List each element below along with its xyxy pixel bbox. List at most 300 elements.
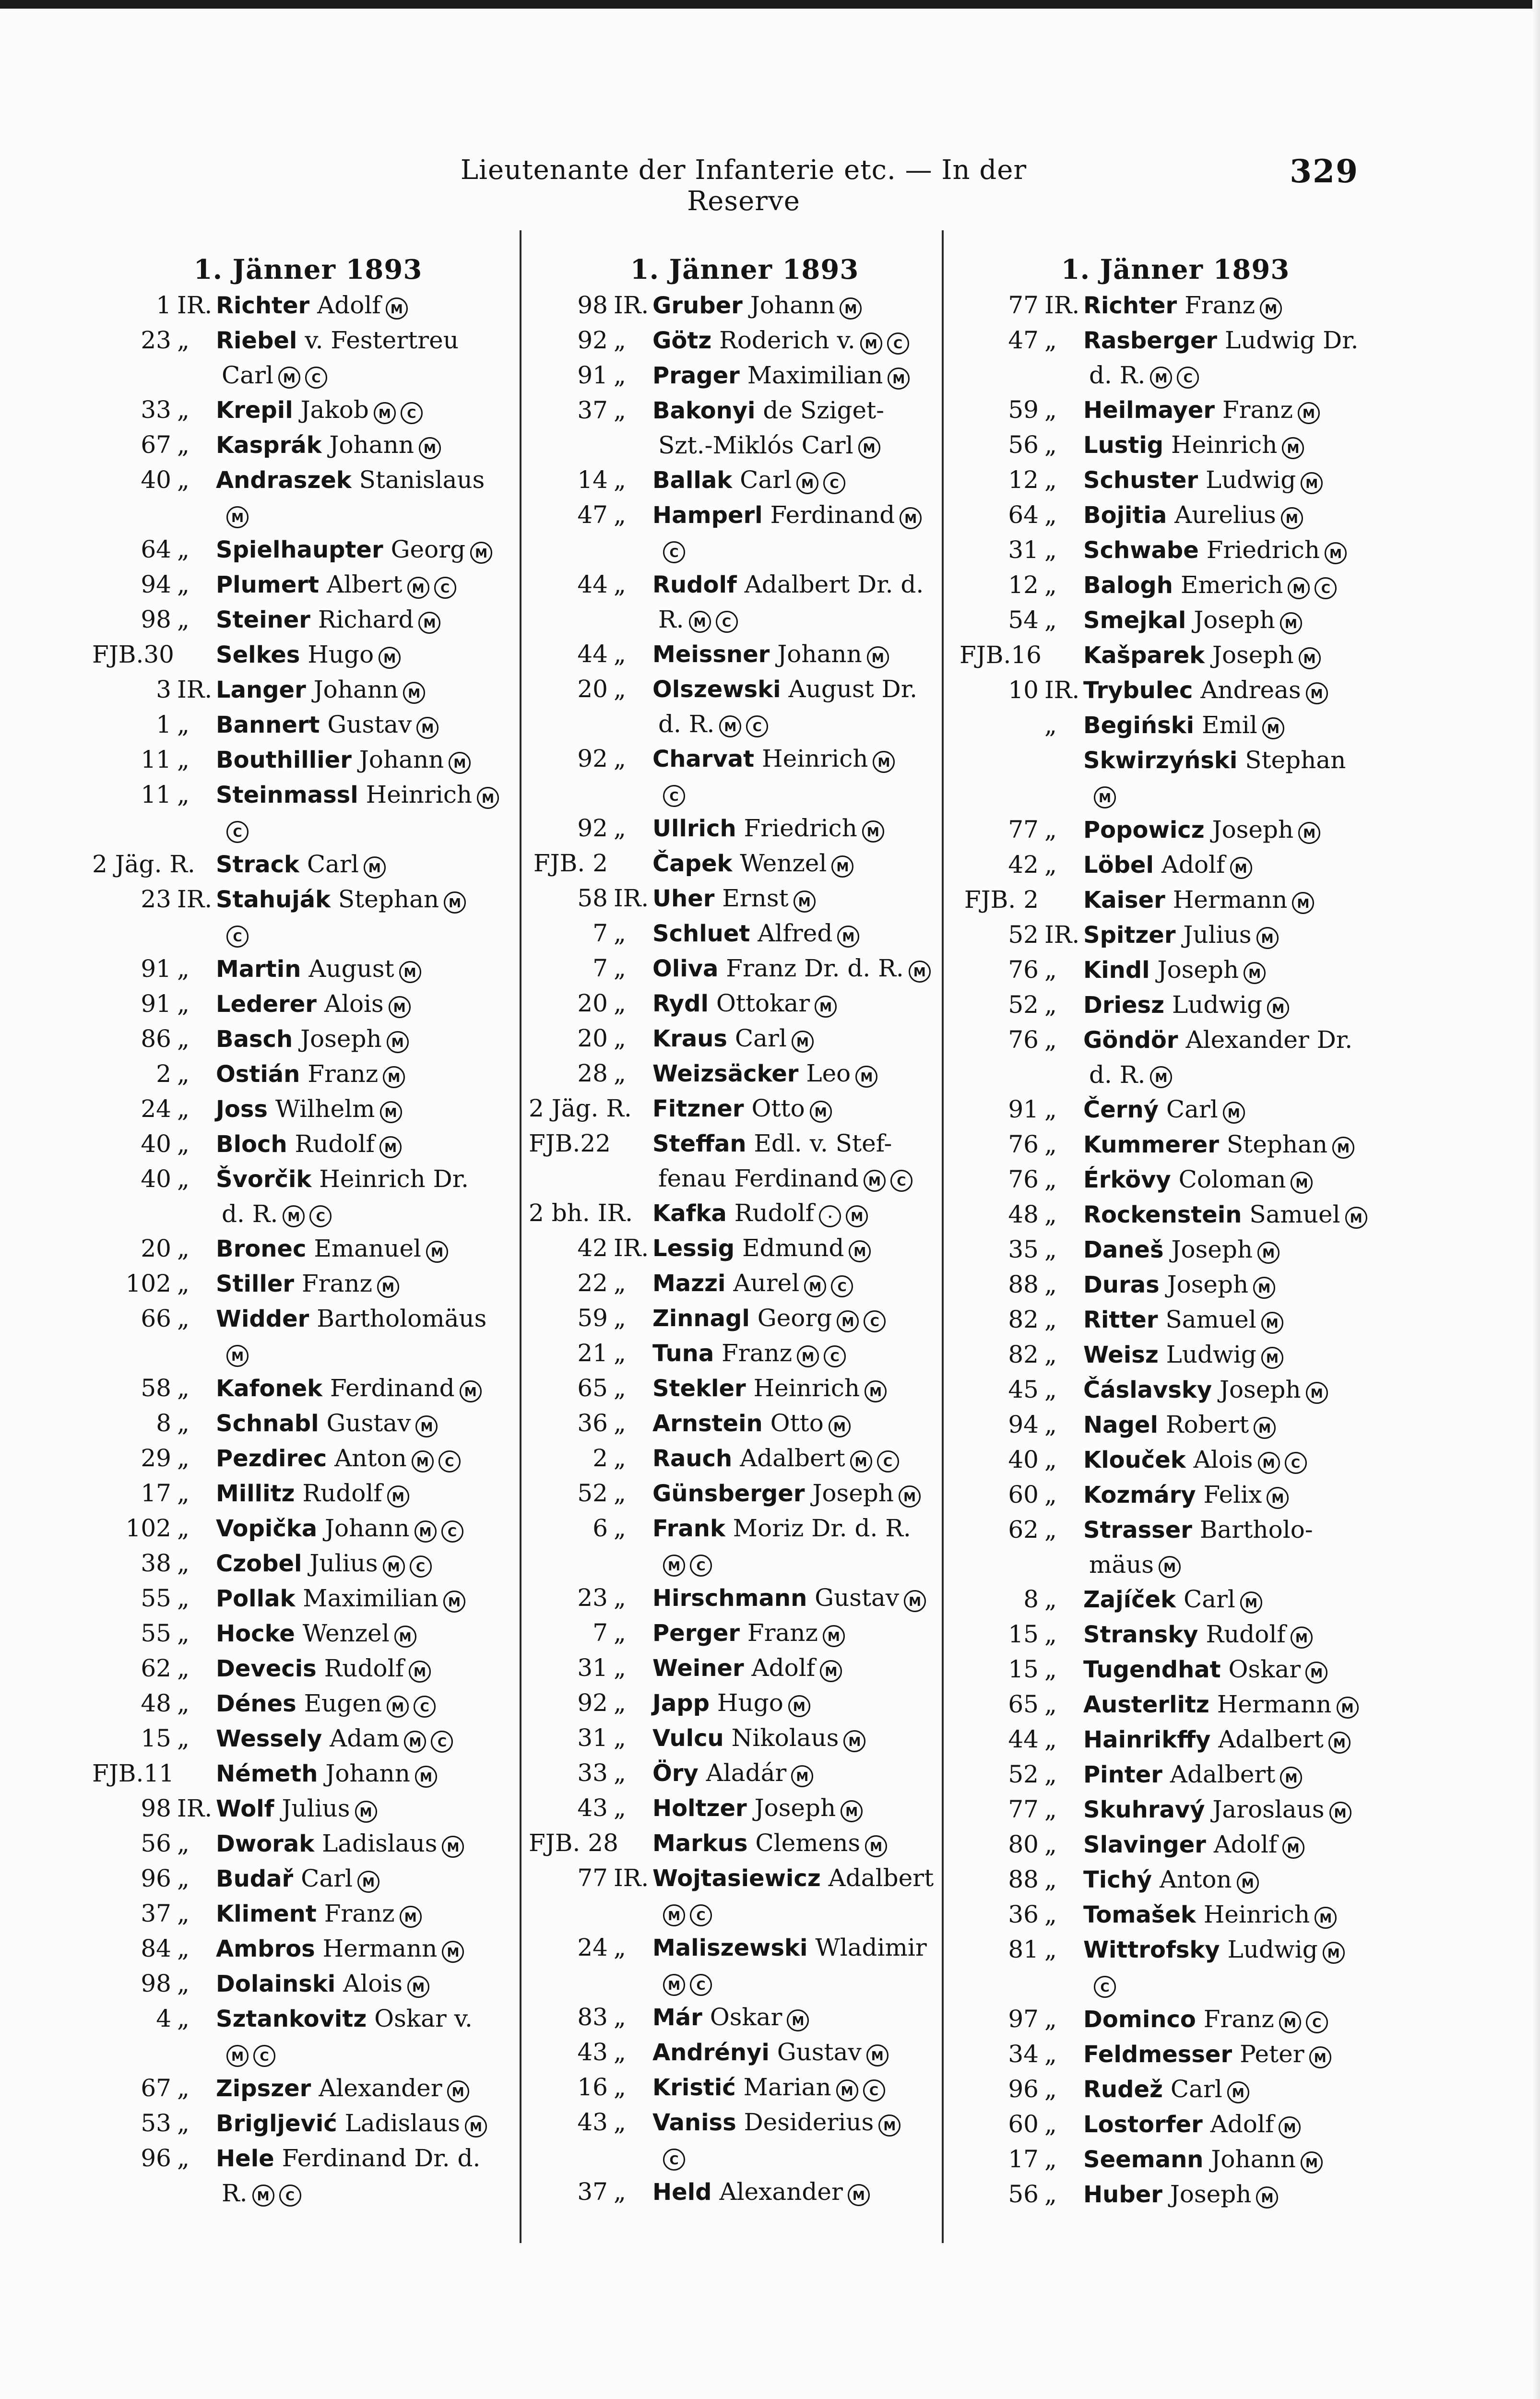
officer-name (1080, 1302, 1256, 1337)
unit-abbrev: „ (1044, 1446, 1057, 1473)
officer-name (1080, 882, 1287, 917)
medal-m-icon: M (426, 1241, 448, 1263)
regiment-number: 76 (1008, 1026, 1039, 1054)
regiment-number: 98 (141, 1970, 171, 1997)
officer-name (213, 2106, 460, 2141)
surname: Widder (216, 1306, 309, 1332)
unit-abbrev: „ (1044, 1830, 1057, 1858)
officer-entry (92, 323, 524, 358)
officer-name (213, 1162, 469, 1197)
surname: Oliva (652, 955, 719, 982)
medal-m-icon: M (1150, 1066, 1172, 1088)
column-2 (529, 252, 960, 2243)
given-name: Joseph (300, 1025, 382, 1053)
unit-abbrev: „ (1044, 536, 1057, 564)
given-name: Bartholomäus (317, 1305, 487, 1332)
officer-entry (960, 392, 1391, 428)
medal-m-icon: M (788, 1695, 810, 1717)
surname: Černý (1083, 1096, 1159, 1123)
surname: Plumert (216, 571, 319, 598)
unit-abbrev: „ (1044, 1865, 1057, 1893)
officer-name (213, 1511, 410, 1546)
officer-entry (529, 567, 960, 602)
medal-c-icon: C (663, 2149, 685, 2171)
medal-m-icon: M (873, 751, 895, 773)
surname: Balogh (1083, 572, 1173, 599)
regiment-number: FJB.16 (960, 641, 1042, 669)
officer-name (1080, 1722, 1324, 1757)
unit-abbrev: „ (614, 501, 626, 529)
regiment-number: 80 (1008, 1830, 1039, 1858)
regiment-number: 102 (125, 1514, 171, 1542)
given-name: Alexander (319, 2074, 442, 2102)
officer-name (1080, 1372, 1301, 1407)
unit-abbrev: „ (1044, 1026, 1057, 1054)
regiment-number: 20 (141, 1235, 171, 1262)
officer-name (213, 882, 439, 917)
unit-abbrev: „ (177, 2074, 190, 2102)
regiment-number: 64 (141, 535, 171, 563)
officer-name (650, 1441, 845, 1476)
officer-entry (960, 1302, 1391, 1337)
surname: Stekler (652, 1375, 746, 1402)
regiment-number: 62 (141, 1654, 171, 1682)
given-name: Johann (750, 291, 835, 319)
given-name: Gustav (326, 1409, 411, 1437)
medal-c-icon: C (690, 1904, 712, 1926)
given-name: Johann (329, 431, 414, 459)
officer-name (650, 1091, 805, 1126)
entry-continuation (92, 358, 524, 392)
surname: Ballak (652, 467, 733, 494)
medal-m-icon: M (837, 1310, 859, 1332)
unit-abbrev: „ (614, 2073, 626, 2101)
medal-c-icon: C (410, 1556, 432, 1578)
unit-abbrev: „ (1044, 2110, 1057, 2138)
regiment-number: 76 (1008, 1130, 1039, 1158)
medal-m-icon: M (848, 2184, 870, 2206)
officer-name (1080, 673, 1301, 708)
given-name: Adalbert (740, 1444, 845, 1472)
medal-m-icon: M (226, 506, 249, 528)
officer-name (213, 707, 412, 742)
regiment-number: 76 (1008, 1165, 1039, 1193)
surname: Frank (652, 1515, 725, 1542)
medal-m-icon: M (1150, 367, 1172, 389)
regiment-number: 10 (1008, 676, 1039, 704)
surname: Wessely (216, 1725, 322, 1752)
unit-abbrev: „ (177, 1865, 190, 1892)
regiment-number: 21 (577, 1339, 608, 1367)
officer-name (213, 1546, 378, 1581)
surname: Lustig (1083, 432, 1164, 459)
unit-abbrev: IR. (177, 291, 213, 319)
medal-m-icon: M (387, 1031, 409, 1053)
surname: Ritter (1083, 1306, 1158, 1333)
unit-abbrev: „ (177, 1970, 190, 1997)
officer-name (213, 1021, 382, 1057)
medal-m-icon: M (1337, 1697, 1359, 1719)
officer-entry (529, 393, 960, 428)
officer-name (650, 1231, 844, 1266)
officer-entry (529, 2035, 960, 2070)
officer-name (1080, 603, 1275, 638)
officer-name (1080, 917, 1252, 952)
medal-m-icon: M (663, 1904, 685, 1926)
surname: Richter (1083, 292, 1177, 319)
surname: Daneš (1083, 1236, 1164, 1263)
medal-m-icon: M (444, 891, 466, 914)
given-name: Alexander (719, 2178, 843, 2206)
officer-name (213, 1756, 410, 1791)
given-name: Franz (308, 1060, 379, 1088)
officer-name (1080, 952, 1239, 987)
officer-entry (529, 1756, 960, 1791)
officer-entry (529, 1091, 960, 1126)
officer-entry (92, 1581, 524, 1616)
surname: Riebel (216, 327, 297, 354)
medal-c-icon: C (690, 1974, 712, 1996)
officer-name (213, 777, 472, 812)
surname: Zajíček (1083, 1586, 1176, 1613)
officer-entry (92, 951, 524, 986)
officer-entry (529, 1476, 960, 1511)
medal-m-icon: M (663, 1555, 685, 1577)
officer-entry (529, 846, 960, 881)
medal-m-icon: M (387, 1485, 409, 1508)
unit-abbrev: „ (1044, 606, 1057, 634)
officer-entry (960, 1407, 1391, 1442)
surname: Zipszer (216, 2075, 311, 2102)
medal-m-icon: M (1256, 2186, 1278, 2209)
officer-entry (960, 743, 1391, 778)
officer-name (1080, 812, 1293, 847)
unit-abbrev: „ (1044, 1936, 1057, 1963)
column-3 (960, 252, 1391, 2243)
given-name: Joseph (754, 1794, 836, 1822)
regiment-number: 92 (577, 1689, 608, 1717)
unit-abbrev: „ (614, 1759, 626, 1787)
officer-entry (960, 463, 1391, 498)
officer-name (1080, 288, 1255, 323)
medal-m-icon: M (1298, 402, 1320, 424)
given-name: Hugo (308, 641, 374, 668)
medal-m-icon: M (837, 926, 859, 948)
medal-m-icon: M (443, 1591, 465, 1613)
given-name: Hermann (322, 1935, 438, 1962)
officer-entry (529, 1371, 960, 1406)
regiment-number: 23 (141, 326, 171, 354)
officer-name (213, 847, 359, 882)
entry-continuation (92, 917, 524, 951)
unit-abbrev: „ (1044, 851, 1057, 879)
given-name: Rudolf (302, 1479, 382, 1507)
officer-name (213, 1371, 455, 1406)
surname: Götz (652, 327, 712, 354)
officer-name (1080, 1512, 1313, 1547)
given-name: Adalbert (1218, 1725, 1324, 1753)
regiment-number: 17 (141, 1479, 171, 1507)
medal-m-icon: M (1301, 2151, 1323, 2173)
officer-name (1080, 1897, 1310, 1932)
officer-entry (960, 323, 1391, 358)
officer-entry (960, 1722, 1391, 1757)
officer-entry (92, 1546, 524, 1581)
surname: Pinter (1083, 1761, 1162, 1788)
unit-abbrev: „ (177, 1829, 190, 1857)
given-name: Emerich (1180, 571, 1283, 599)
given-name: Adam (330, 1724, 400, 1752)
unit-abbrev: „ (614, 919, 626, 947)
officer-name (1080, 1442, 1253, 1477)
officer-entry (92, 1092, 524, 1127)
surname: Begiński (1083, 712, 1195, 739)
given-name: Adolf (751, 1654, 816, 1682)
given-name: Clemens (755, 1829, 861, 1857)
medal-m-icon: M (1323, 1942, 1345, 1964)
surname: Budař (216, 1865, 294, 1892)
officer-entry (960, 882, 1391, 917)
given-name: Coloman (1178, 1165, 1286, 1193)
surname: Zinnagl (652, 1305, 750, 1332)
given-name: Alois (1193, 1446, 1253, 1473)
officer-name (213, 1476, 382, 1511)
entry-continuation (92, 812, 524, 847)
medal-m-icon: M (864, 1170, 886, 1192)
officer-name (213, 1127, 375, 1162)
officer-name (1080, 1932, 1318, 1967)
officer-name (213, 288, 381, 323)
regiment-number: 91 (141, 955, 171, 983)
regiment-number: 55 (141, 1619, 171, 1647)
unit-abbrev: „ (1044, 1690, 1057, 1718)
given-name: Adolf (1210, 2110, 1274, 2138)
surname: Charvat (652, 746, 755, 772)
officer-entry (92, 882, 524, 917)
given-name: Joseph (1171, 1235, 1253, 1263)
unit-abbrev: „ (177, 1374, 190, 1402)
unit-abbrev: „ (1044, 431, 1057, 459)
regiment-number: 82 (1008, 1341, 1039, 1368)
officer-entry (92, 777, 524, 812)
officer-name (650, 1511, 911, 1546)
unit-abbrev: „ (1044, 1341, 1057, 1368)
given-name: Heinrich Dr. (319, 1165, 469, 1193)
officer-entry (529, 1861, 960, 1896)
regiment-number: 102 (125, 1270, 171, 1297)
unit-abbrev: „ (614, 361, 626, 389)
dot-circle-icon: · (819, 1205, 841, 1227)
officer-entry (960, 812, 1391, 847)
unit-abbrev: „ (177, 2144, 190, 2172)
surname: Tichý (1083, 1866, 1152, 1893)
given-name: Joseph (1157, 956, 1239, 984)
unit-abbrev: „ (614, 326, 626, 354)
medal-m-icon: M (1325, 542, 1347, 564)
unit-abbrev: IR. (614, 884, 649, 912)
officer-name (1080, 1127, 1327, 1162)
officer-name (1080, 533, 1320, 568)
officer-entry (960, 1337, 1391, 1372)
officer-entry (960, 1792, 1391, 1827)
regiment-number: 20 (577, 1024, 608, 1052)
unit-abbrev: „ (1044, 2145, 1057, 2173)
medal-c-icon: C (401, 402, 423, 424)
regiment-number: 82 (1008, 1306, 1039, 1333)
officer-name (650, 1686, 783, 1721)
medal-m-icon: M (409, 1661, 431, 1683)
unit-abbrev: „ (177, 1165, 190, 1193)
regiment-number: 42 (577, 1234, 608, 1262)
medal-m-icon: M (1159, 1556, 1181, 1578)
given-name: Ladislaus (344, 2109, 460, 2137)
surname: Smejkal (1083, 607, 1186, 634)
unit-abbrev: „ (177, 1514, 190, 1542)
officer-name (1080, 1862, 1232, 1897)
surname: Strack (216, 851, 299, 878)
officer-name (1080, 1197, 1340, 1232)
surname: Rudolf (652, 571, 737, 598)
officer-entry (960, 1092, 1391, 1127)
regiment-number: 2 bh. IR. (529, 1199, 633, 1227)
officer-entry (92, 2071, 524, 2106)
unit-abbrev: „ (177, 781, 190, 808)
given-name: Alois (343, 1970, 403, 1997)
medal-m-icon: M (1282, 437, 1304, 459)
medal-m-icon: M (850, 1450, 872, 1473)
officer-entry (960, 847, 1391, 882)
given-name: Adalbert (1170, 1760, 1276, 1788)
regiment-number: 98 (141, 606, 171, 633)
officer-name (213, 1406, 411, 1441)
unit-abbrev: „ (614, 1339, 626, 1367)
given-name: Heinrich (1171, 431, 1278, 459)
medal-m-icon: M (252, 2185, 274, 2207)
medal-m-icon: M (1237, 1872, 1259, 1894)
medal-m-icon: M (791, 1765, 813, 1787)
officer-name (213, 1721, 399, 1756)
regiment-number: 98 (577, 291, 608, 319)
continuation-text: mäus (1089, 1551, 1154, 1579)
given-name: v. Festertreu (305, 326, 459, 354)
entry-list (529, 288, 960, 2209)
surname: Hamperl (652, 502, 763, 529)
unit-abbrev: „ (177, 1549, 190, 1577)
surname: Austerlitz (1083, 1691, 1209, 1718)
regiment-number: 81 (1008, 1936, 1039, 1963)
unit-abbrev: „ (1044, 991, 1057, 1019)
continuation-text: Szt.-Miklós Carl (658, 431, 853, 459)
officer-name (213, 951, 394, 986)
page-number: 329 (1290, 153, 1359, 190)
officer-entry (92, 1057, 524, 1092)
officer-name (650, 393, 884, 428)
surname: Vaniss (652, 2109, 736, 2136)
regiment-number: 42 (1008, 851, 1039, 879)
officer-entry (960, 2072, 1391, 2107)
unit-abbrev: „ (177, 1724, 190, 1752)
medal-m-icon: M (416, 717, 438, 739)
medal-m-icon: M (1261, 1347, 1283, 1369)
officer-entry (960, 917, 1391, 952)
medal-m-icon: M (470, 542, 492, 564)
medal-m-icon: M (364, 856, 386, 879)
officer-entry (529, 1511, 960, 1546)
medal-m-icon: M (843, 1730, 865, 1752)
entry-continuation (960, 1057, 1391, 1092)
unit-abbrev: „ (614, 814, 626, 842)
officer-entry (92, 532, 524, 567)
officer-name (213, 1581, 438, 1616)
regiment-number: 12 (1008, 571, 1039, 599)
officer-entry (529, 1301, 960, 1336)
surname: Bakonyi (652, 397, 756, 424)
given-name: Johann (777, 640, 862, 668)
unit-abbrev: „ (614, 745, 626, 772)
regiment-number: 2 (592, 1444, 608, 1472)
surname: Günsberger (652, 1480, 805, 1507)
medal-m-icon: M (841, 1800, 863, 1822)
unit-abbrev: „ (1044, 1411, 1057, 1438)
officer-entry (960, 1827, 1391, 1862)
surname: Kindl (1083, 957, 1150, 984)
regiment-number: FJB.22 (529, 1129, 611, 1157)
regiment-number: 59 (577, 1304, 608, 1332)
unit-abbrev: „ (614, 675, 626, 703)
officer-name (1080, 2002, 1274, 2037)
regiment-number: 96 (141, 2144, 171, 2172)
medal-m-icon: M (377, 1276, 399, 1298)
given-name: Johann (1211, 2145, 1296, 2173)
regiment-number: 55 (141, 1584, 171, 1612)
entry-continuation (529, 707, 960, 741)
regiment-number: 15 (1008, 1620, 1039, 1648)
regiment-number: 33 (141, 396, 171, 424)
unit-abbrev: „ (614, 1059, 626, 1087)
officer-entry (960, 1267, 1391, 1302)
regiment-number: 36 (1008, 1900, 1039, 1928)
unit-abbrev: „ (1044, 1165, 1057, 1193)
medal-c-icon: C (305, 367, 327, 389)
officer-name (650, 1721, 839, 1756)
officer-entry (92, 428, 524, 463)
officer-name (650, 2070, 831, 2105)
officer-entry (529, 358, 960, 393)
medal-m-icon: M (226, 2045, 249, 2067)
unit-abbrev: „ (1044, 2075, 1057, 2103)
unit-abbrev: „ (614, 1619, 626, 1647)
surname: Lostorfer (1083, 2111, 1203, 2138)
unit-abbrev: „ (177, 466, 190, 494)
officer-name (650, 916, 832, 951)
surname: Čapek (652, 850, 733, 877)
regiment-number: 31 (577, 1654, 608, 1682)
officer-name (213, 463, 485, 498)
medal-m-icon: M (794, 891, 816, 913)
officer-entry (960, 1617, 1391, 1652)
surname: Kasprák (216, 432, 322, 459)
surname: Stransky (1083, 1621, 1198, 1648)
scan-right-edge (1532, 0, 1540, 2399)
unit-abbrev: „ (614, 1304, 626, 1332)
medal-c-icon: C (823, 472, 845, 494)
officer-name (650, 1021, 787, 1056)
officer-entry (92, 847, 524, 882)
surname: Meissner (652, 641, 770, 668)
medal-m-icon: M (797, 1345, 819, 1367)
surname: Nagel (1083, 1412, 1158, 1438)
officer-entry (529, 916, 960, 951)
